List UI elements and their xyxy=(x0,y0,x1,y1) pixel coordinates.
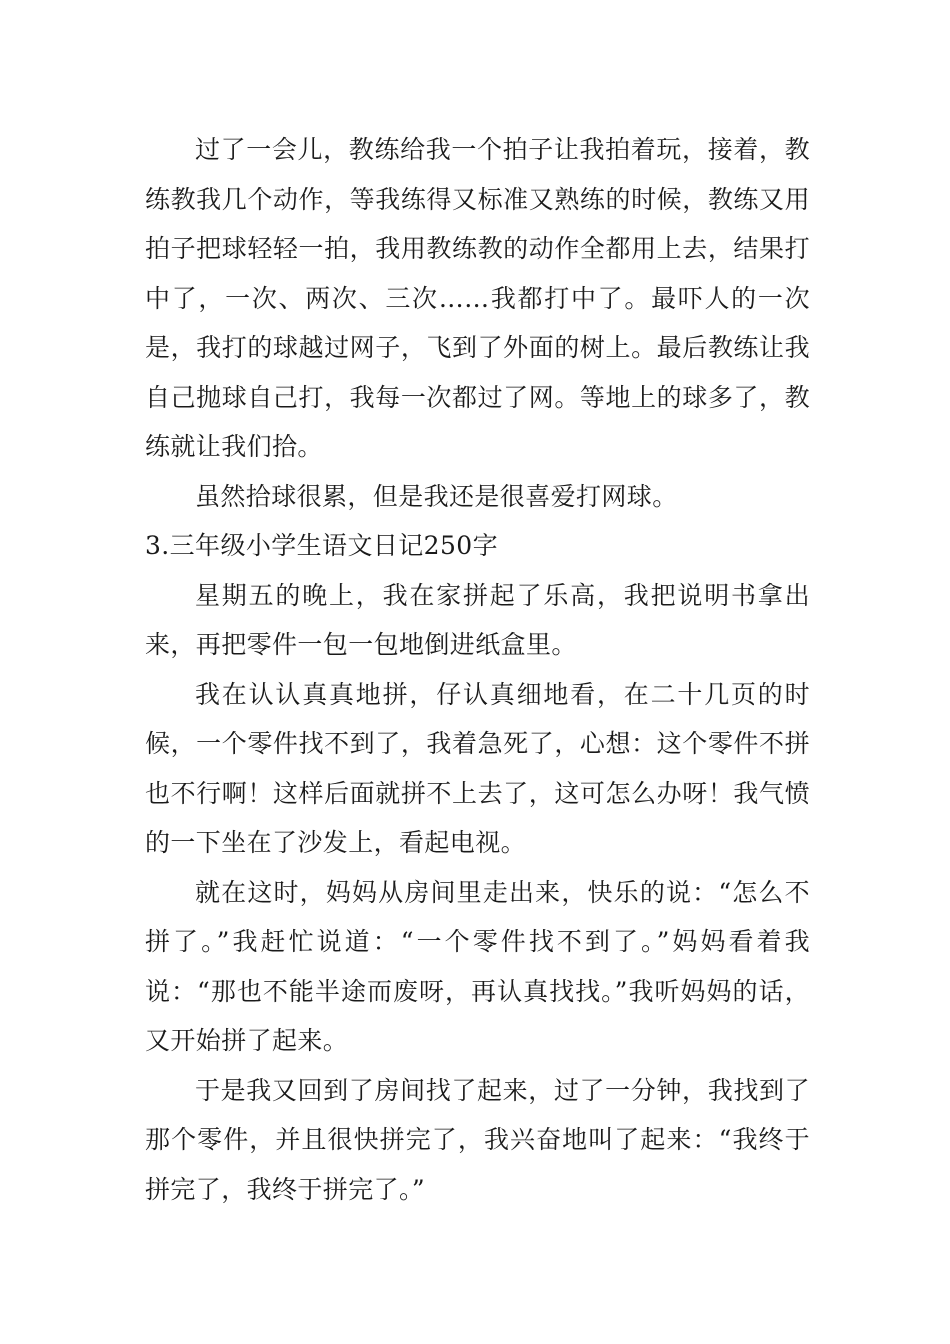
paragraph-lego-missing-part: 我在认认真真地拼，仔认真细地看，在二十几页的时候，一个零件找不到了，我着急死了，心想：这个零件不拼也不行啊！这样后面就拼不上去了，这可怎么办呀！我气愤的一下坐在了沙发上，看起电视。 xyxy=(145,679,810,857)
paragraph-tennis-conclusion: 虽然拾球很累，但是我还是很喜爱打网球。 xyxy=(195,481,678,511)
paragraph-lego-finished: 于是我又回到了房间找了起来，过了一分钟，我找到了那个零件，并且很快拼完了，我兴奋地叫了起来：“我终于拼完了，我终于拼完了。” xyxy=(145,1075,810,1204)
paragraph-lego-start: 星期五的晚上，我在家拼起了乐高，我把说明书拿出来，再把零件一包一包地倒进纸盒里。 xyxy=(145,580,810,659)
paragraph-mother-advice: 就在这时，妈妈从房间里走出来，快乐的说：“怎么不拼了。”我赶忙说道：“一个零件找不到了。”妈妈看着我说：“那也不能半途而废呀，再认真找找。”我听妈妈的话，又开始拼了起来。 xyxy=(145,877,810,1055)
document-body xyxy=(145,125,810,1214)
paragraph-tennis-practice: 过了一会儿，教练给我一个拍子让我拍着玩，接着，教练教我几个动作，等我练得又标准又熟练的时候，教练又用拍子把球轻轻一拍，我用教练教的动作全都用上去，结果打中了，一次、两次、三次……我都打中了。最吓人的一次是，我打的球越过网子，飞到了外面的树上。最后教练让我自己抛球自己打，我每一次都过了网。等地上的球多了，教练就让我们拾。 xyxy=(145,135,810,461)
section-heading: 3.三年级小学生语文日记250字 xyxy=(145,531,498,560)
